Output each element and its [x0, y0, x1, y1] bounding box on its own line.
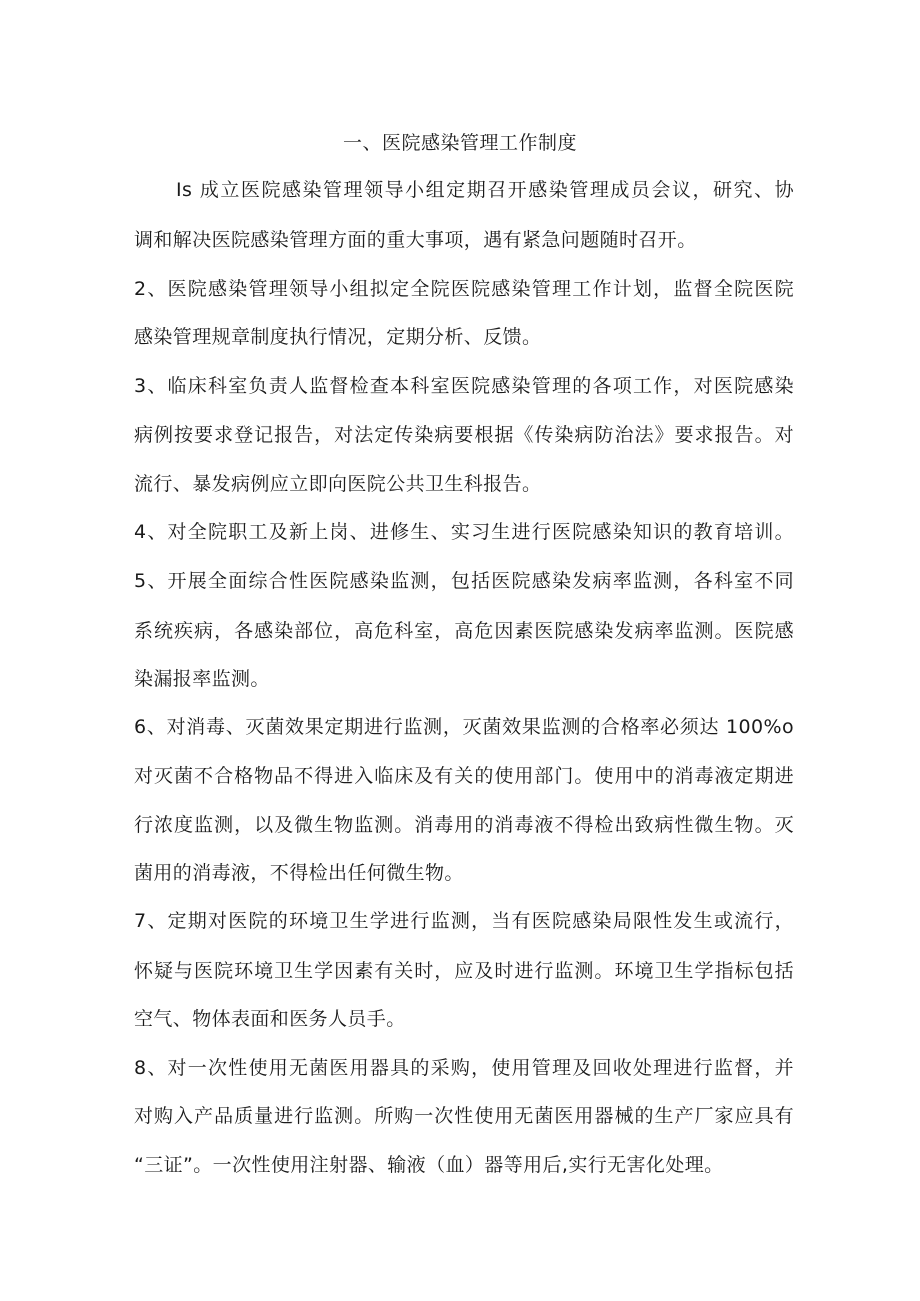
paragraph-line: Is 成立医院感染管理领导小组定期召开感染管理成员会议，研究、协 [176, 179, 794, 201]
paragraph-line: 7、定期对医院的环境卫生学进行监测，当有医院感染局限性发生或流行， [134, 910, 794, 932]
paragraph-line: 流行、暴发病例应立即向医院公共卫生科报告。 [134, 473, 542, 495]
paragraph-line: 病例按要求登记报告，对法定传染病要根据《传染病防治法》要求报告。对 [134, 424, 794, 446]
paragraph-line: 感染管理规章制度执行情况，定期分析、反馈。 [134, 326, 542, 348]
paragraph-line: 怀疑与医院环境卫生学因素有关时，应及时进行监测。环境卫生学指标包括 [134, 960, 794, 982]
paragraph-line: 行浓度监测，以及微生物监测。消毒用的消毒液不得检出致病性微生物。灭 [134, 814, 794, 836]
paragraph-line: 4、对全院职工及新上岗、进修生、实习生进行医院感染知识的教育培训。 [134, 521, 794, 543]
paragraph-line: 调和解决医院感染管理方面的重大事项，遇有紧急问题随时召开。 [134, 229, 697, 251]
paragraph-line: 2、医院感染管理领导小组拟定全院医院感染管理工作计划，监督全院医院 [134, 278, 794, 300]
paragraph-line: 空气、物体表面和医务人员手。 [134, 1008, 406, 1030]
paragraph-line: “三证”。一次性使用注射器、输液（血）器等用后,实行无害化处理。 [134, 1154, 724, 1176]
paragraph-line: 3、临床科室负责人监督检查本科室医院感染管理的各项工作，对医院感染 [134, 375, 794, 397]
paragraph-line: 5、开展全面综合性医院感染监测，包括医院感染发病率监测，各科室不同 [134, 570, 794, 592]
paragraph-line: 系统疾病，各感染部位，高危科室，高危因素医院感染发病率监测。医院感 [134, 620, 794, 642]
document-title: 一、医院感染管理工作制度 [342, 132, 577, 154]
paragraph-line: 对购入产品质量进行监测。所购一次性使用无菌医用器械的生产厂家应具有 [134, 1105, 794, 1127]
paragraph-line: 6、对消毒、灭菌效果定期进行监测，灭菌效果监测的合格率必须达 100%o [134, 716, 794, 738]
paragraph-line: 菌用的消毒液，不得检出任何微生物。 [134, 862, 464, 884]
paragraph-line: 染漏报率监测。 [134, 668, 270, 690]
paragraph-line: 8、对一次性使用无菌医用器具的采购，使用管理及回收处理进行监督，并 [134, 1057, 794, 1079]
paragraph-line: 对灭菌不合格物品不得进入临床及有关的使用部门。使用中的消毒液定期进 [134, 765, 794, 787]
